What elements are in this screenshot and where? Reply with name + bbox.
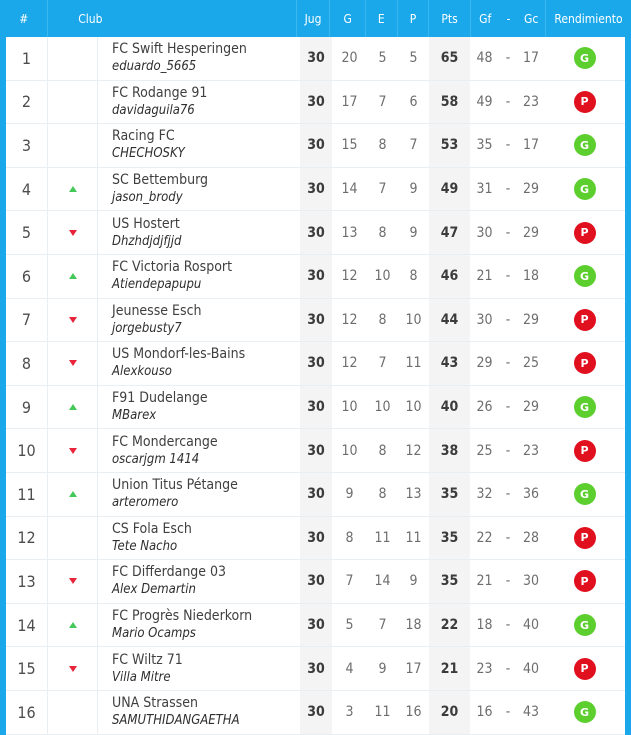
played-cell: 30	[300, 517, 332, 560]
goals-separator: -	[505, 137, 511, 154]
drawn-cell: 8	[378, 442, 387, 459]
goals-separator: -	[505, 660, 511, 677]
club-cell[interactable]	[98, 168, 300, 211]
played-cell: 30	[300, 691, 332, 734]
rank-cell: 13	[6, 560, 48, 603]
lost-cell: 11	[405, 355, 422, 372]
trend-cell	[48, 429, 98, 472]
drawn-cell: 7	[378, 93, 387, 110]
table-body	[6, 37, 625, 735]
trend-down-icon	[69, 230, 77, 236]
performance-badge[interactable]: G	[574, 396, 596, 418]
table-row[interactable]	[6, 517, 625, 561]
lost-cell: 11	[405, 529, 422, 546]
header-g[interactable]: G	[329, 0, 365, 37]
goals-for-cell: 30	[476, 311, 493, 328]
played-cell: 30	[300, 342, 332, 385]
club-cell[interactable]	[98, 124, 300, 167]
points-cell: 53	[429, 124, 470, 167]
club-name[interactable]: FC Rodange 91	[112, 84, 208, 101]
trend-cell	[48, 299, 98, 342]
table-row[interactable]	[6, 342, 625, 386]
performance-badge[interactable]: G	[574, 178, 596, 200]
played-cell: 30	[300, 604, 332, 647]
club-cell[interactable]	[98, 429, 300, 472]
performance-cell	[545, 299, 624, 342]
rank-cell: 10	[6, 429, 48, 472]
points-cell: 49	[429, 168, 470, 211]
club-name[interactable]: Union Titus Pétange	[112, 477, 238, 494]
club-manager[interactable]: jason_brody	[112, 190, 183, 206]
club-manager[interactable]: Villa Mitre	[112, 669, 171, 685]
rank-cell: 6	[6, 255, 48, 298]
club-name[interactable]: FC Progrès Niederkorn	[112, 608, 253, 625]
goals-for-cell: 25	[476, 442, 493, 459]
club-manager[interactable]: CHECHOSKY	[112, 146, 185, 162]
played-cell: 30	[300, 255, 332, 298]
club-name[interactable]: FC Victoria Rosport	[112, 259, 233, 276]
goals-against-cell: 23	[522, 93, 540, 110]
performance-badge[interactable]: G	[574, 134, 596, 156]
goals-for-cell: 26	[476, 399, 493, 416]
club-manager[interactable]: davidaguila76	[112, 102, 195, 118]
goals-against-cell: 28	[522, 529, 540, 546]
club-name[interactable]: FC Differdange 03	[112, 564, 227, 581]
trend-cell	[48, 255, 98, 298]
performance-cell	[545, 560, 624, 603]
trend-up-icon	[69, 186, 77, 192]
drawn-cell: 10	[374, 399, 391, 416]
table-row[interactable]	[6, 211, 625, 255]
goals-against-cell: 43	[522, 704, 540, 721]
club-manager[interactable]: Mario Ocamps	[112, 626, 196, 642]
goals-separator: -	[505, 442, 511, 459]
performance-badge[interactable]: P	[574, 309, 596, 331]
goals-against-cell: 17	[522, 137, 540, 154]
lost-cell: 10	[405, 399, 422, 416]
trend-down-icon	[69, 448, 77, 454]
played-cell: 30	[300, 429, 332, 472]
performance-cell	[545, 124, 624, 167]
goals-separator: -	[505, 311, 511, 328]
won-cell: 8	[345, 529, 354, 546]
table-row[interactable]	[6, 691, 625, 735]
goals-against-cell: 36	[522, 486, 540, 503]
header-e[interactable]: E	[365, 0, 397, 37]
club-cell[interactable]	[98, 473, 300, 516]
club-manager[interactable]: SAMUTHIDANGAETHA	[112, 713, 240, 729]
club-info	[112, 171, 208, 207]
club-cell[interactable]	[98, 560, 300, 603]
points-cell: 35	[429, 517, 470, 560]
performance-badge[interactable]: G	[574, 483, 596, 505]
rank-cell: 16	[6, 691, 48, 734]
performance-cell	[545, 473, 624, 516]
club-info	[112, 215, 181, 251]
club-info	[112, 476, 238, 512]
club-cell[interactable]	[98, 517, 300, 560]
goals-separator: -	[505, 573, 511, 590]
trend-cell	[48, 473, 98, 516]
club-name[interactable]: FC Wiltz 71	[112, 651, 183, 668]
club-manager[interactable]: Dhzhdjdjfjjd	[112, 233, 182, 249]
drawn-cell: 8	[378, 137, 387, 154]
club-info	[112, 84, 207, 120]
lost-cell: 9	[409, 181, 418, 198]
goals-for-cell: 22	[476, 529, 493, 546]
points-cell: 44	[429, 299, 470, 342]
drawn-cell: 8	[378, 224, 387, 241]
goals-separator: -	[505, 399, 511, 416]
club-manager[interactable]: jorgebusty7	[112, 320, 182, 336]
rank-cell: 12	[6, 517, 48, 560]
won-cell: 5	[345, 617, 354, 634]
performance-cell	[545, 517, 624, 560]
goals-against-cell: 29	[522, 399, 540, 416]
trend-down-icon	[69, 360, 77, 366]
performance-badge[interactable]: G	[574, 701, 596, 723]
lost-cell: 8	[409, 268, 418, 285]
played-cell: 30	[300, 37, 332, 80]
performance-badge[interactable]: P	[574, 658, 596, 680]
played-cell: 30	[300, 299, 332, 342]
played-cell: 30	[300, 473, 332, 516]
won-cell: 20	[341, 50, 358, 67]
trend-cell	[48, 168, 98, 211]
goals-separator: -	[505, 704, 511, 721]
trend-up-icon	[69, 273, 77, 279]
trend-cell	[48, 386, 98, 429]
club-name[interactable]: US Mondorf-les-Bains	[112, 346, 246, 363]
lost-cell: 17	[405, 660, 422, 677]
club-name[interactable]: Racing FC	[112, 128, 175, 145]
table-row[interactable]	[6, 81, 625, 125]
table-row[interactable]	[6, 255, 625, 299]
header-gc[interactable]: Gc	[523, 11, 539, 26]
rank-cell: 14	[6, 604, 48, 647]
club-info	[112, 302, 202, 338]
trend-cell	[48, 124, 98, 167]
drawn-cell: 11	[374, 529, 391, 546]
lost-cell: 16	[405, 704, 422, 721]
club-info	[112, 389, 208, 425]
won-cell: 3	[345, 704, 354, 721]
points-cell: 22	[429, 604, 470, 647]
lost-cell: 18	[405, 617, 422, 634]
club-name[interactable]: FC Swift Hesperingen	[112, 41, 247, 58]
points-cell: 47	[429, 211, 470, 254]
trend-cell	[48, 37, 98, 80]
drawn-cell: 10	[374, 268, 391, 285]
performance-cell	[545, 386, 624, 429]
performance-cell	[545, 81, 624, 124]
table-row[interactable]	[6, 386, 625, 430]
goals-against-cell: 30	[522, 573, 540, 590]
lost-cell: 9	[409, 224, 418, 241]
rank-cell: 9	[6, 386, 48, 429]
club-cell[interactable]	[98, 647, 300, 690]
club-cell[interactable]	[98, 691, 300, 734]
performance-cell	[545, 429, 624, 472]
table-row[interactable]	[6, 37, 625, 81]
goals-for-cell: 23	[476, 660, 493, 677]
points-cell: 21	[429, 647, 470, 690]
club-info	[112, 520, 192, 556]
club-info	[112, 433, 218, 469]
club-cell[interactable]	[98, 255, 300, 298]
won-cell: 12	[341, 311, 358, 328]
table-row[interactable]	[6, 168, 625, 212]
header-pts[interactable]: Pts	[428, 0, 470, 37]
trend-cell	[48, 517, 98, 560]
goals-separator: -	[505, 224, 511, 241]
performance-badge[interactable]: P	[574, 570, 596, 592]
club-cell[interactable]	[98, 604, 300, 647]
club-name[interactable]: CS Fola Esch	[112, 520, 192, 537]
goals-for-cell: 21	[476, 268, 493, 285]
performance-cell	[545, 211, 624, 254]
played-cell: 30	[300, 168, 332, 211]
club-info	[112, 651, 183, 687]
drawn-cell: 8	[378, 311, 387, 328]
trend-up-icon	[69, 491, 77, 497]
performance-cell	[545, 691, 624, 734]
lost-cell: 12	[405, 442, 422, 459]
drawn-cell: 7	[378, 181, 387, 198]
rank-cell: 15	[6, 647, 48, 690]
played-cell: 30	[300, 81, 332, 124]
performance-badge[interactable]: P	[574, 527, 596, 549]
club-cell[interactable]	[98, 81, 300, 124]
goals-separator: -	[505, 93, 511, 110]
points-cell: 20	[429, 691, 470, 734]
goals-for-cell: 31	[476, 181, 493, 198]
won-cell: 15	[341, 137, 358, 154]
goals-against-cell: 29	[522, 311, 540, 328]
rank-cell: 1	[6, 37, 48, 80]
header-dash: -	[506, 11, 511, 26]
points-cell: 38	[429, 429, 470, 472]
goals-for-cell: 29	[476, 355, 493, 372]
performance-cell	[545, 342, 624, 385]
header-jug[interactable]: Jug	[296, 0, 330, 37]
lost-cell: 6	[409, 93, 418, 110]
club-manager[interactable]: oscarjgm 1414	[112, 451, 200, 467]
club-info	[112, 345, 245, 381]
performance-cell	[545, 168, 624, 211]
trend-cell	[48, 211, 98, 254]
club-name[interactable]: UNA Strassen	[112, 695, 198, 712]
table-row[interactable]	[6, 560, 625, 604]
club-info	[112, 694, 240, 730]
club-manager[interactable]: Alex Demartin	[112, 582, 196, 598]
performance-cell	[545, 37, 624, 80]
table-row[interactable]	[6, 429, 625, 473]
won-cell: 17	[341, 93, 358, 110]
club-cell[interactable]	[98, 342, 300, 385]
points-cell: 35	[429, 560, 470, 603]
won-cell: 4	[345, 660, 354, 677]
goals-for-cell: 49	[476, 93, 493, 110]
table-row[interactable]	[6, 647, 625, 691]
played-cell: 30	[300, 211, 332, 254]
table-row[interactable]	[6, 604, 625, 648]
lost-cell: 5	[409, 50, 418, 67]
points-cell: 65	[429, 37, 470, 80]
drawn-cell: 7	[378, 355, 387, 372]
points-cell: 43	[429, 342, 470, 385]
goals-against-cell: 29	[522, 181, 540, 198]
goals-separator: -	[505, 181, 511, 198]
goals-for-cell: 18	[476, 617, 493, 634]
performance-badge[interactable]: G	[574, 47, 596, 69]
goals-separator: -	[505, 529, 511, 546]
goals-for-cell: 48	[476, 50, 493, 67]
goals-against-cell: 40	[522, 617, 540, 634]
goals-against-cell: 25	[522, 355, 540, 372]
won-cell: 10	[341, 442, 358, 459]
trend-up-icon	[69, 622, 77, 628]
club-manager[interactable]: MBarex	[112, 408, 157, 424]
table-header	[0, 0, 631, 37]
goals-for-cell: 16	[476, 704, 493, 721]
goals-separator: -	[505, 617, 511, 634]
trend-down-icon	[69, 578, 77, 584]
lost-cell: 13	[405, 486, 422, 503]
rank-cell: 8	[6, 342, 48, 385]
club-info	[112, 40, 247, 76]
club-name[interactable]: F91 Dudelange	[112, 390, 208, 407]
club-info	[112, 127, 185, 163]
points-cell: 40	[429, 386, 470, 429]
goals-against-cell: 40	[522, 660, 540, 677]
won-cell: 12	[341, 268, 358, 285]
goals-against-cell: 29	[522, 224, 540, 241]
club-cell[interactable]	[98, 211, 300, 254]
header-club[interactable]: Club	[78, 11, 103, 26]
header-rank[interactable]: #	[19, 11, 29, 26]
club-cell[interactable]	[98, 37, 300, 80]
club-name[interactable]: Jeunesse Esch	[112, 302, 202, 319]
trend-down-icon	[69, 317, 77, 323]
club-cell[interactable]	[98, 299, 300, 342]
club-manager[interactable]: eduardo_5665	[112, 59, 197, 75]
trend-up-icon	[69, 404, 77, 410]
goals-separator: -	[505, 50, 511, 67]
rank-cell: 7	[6, 299, 48, 342]
points-cell: 46	[429, 255, 470, 298]
trend-cell	[48, 342, 98, 385]
rank-cell: 11	[6, 473, 48, 516]
drawn-cell: 7	[378, 617, 387, 634]
goals-separator: -	[505, 355, 511, 372]
club-manager[interactable]: Alexkouso	[112, 364, 172, 380]
lost-cell: 7	[409, 137, 418, 154]
header-rendimiento[interactable]: Rendimiento	[545, 0, 631, 37]
lost-cell: 10	[405, 311, 422, 328]
trend-cell	[48, 691, 98, 734]
performance-badge[interactable]: P	[574, 91, 596, 113]
performance-cell	[545, 255, 624, 298]
drawn-cell: 11	[374, 704, 391, 721]
club-info	[112, 563, 226, 599]
table-row[interactable]	[6, 473, 625, 517]
won-cell: 7	[345, 573, 354, 590]
goals-for-cell: 32	[476, 486, 493, 503]
won-cell: 9	[345, 486, 354, 503]
trend-cell	[48, 81, 98, 124]
performance-cell	[545, 647, 624, 690]
performance-cell	[545, 604, 624, 647]
trend-cell	[48, 604, 98, 647]
played-cell: 30	[300, 386, 332, 429]
trend-down-icon	[69, 666, 77, 672]
goals-for-cell: 30	[476, 224, 493, 241]
club-info	[112, 258, 232, 294]
club-manager[interactable]: Tete Nacho	[112, 538, 178, 554]
club-info	[112, 607, 252, 643]
drawn-cell: 5	[378, 50, 387, 67]
club-name[interactable]: SC Bettemburg	[112, 172, 208, 189]
rank-cell: 3	[6, 124, 48, 167]
club-manager[interactable]: arteromero	[112, 495, 179, 511]
won-cell: 13	[341, 224, 358, 241]
header-trend-spacer	[47, 0, 72, 37]
goals-separator: -	[505, 268, 511, 285]
club-name[interactable]: FC Mondercange	[112, 433, 218, 450]
played-cell: 30	[300, 560, 332, 603]
goals-for-cell: 35	[476, 137, 493, 154]
club-name[interactable]: US Hostert	[112, 215, 180, 232]
goals-against-cell: 17	[522, 50, 540, 67]
performance-badge[interactable]: P	[574, 222, 596, 244]
trend-cell	[48, 560, 98, 603]
played-cell: 30	[300, 124, 332, 167]
trend-cell	[48, 647, 98, 690]
performance-badge[interactable]: P	[574, 440, 596, 462]
table-row[interactable]	[6, 124, 625, 168]
goals-against-cell: 23	[522, 442, 540, 459]
drawn-cell: 14	[374, 573, 391, 590]
points-cell: 58	[429, 81, 470, 124]
won-cell: 14	[341, 181, 358, 198]
club-cell[interactable]	[98, 386, 300, 429]
club-manager[interactable]: Atiendepapupu	[112, 277, 202, 293]
goals-against-cell: 18	[522, 268, 540, 285]
points-cell: 35	[429, 473, 470, 516]
header-p[interactable]: P	[397, 0, 429, 37]
drawn-cell: 8	[378, 486, 387, 503]
goals-separator: -	[505, 486, 511, 503]
played-cell: 30	[300, 647, 332, 690]
header-gf[interactable]: Gf	[470, 0, 500, 37]
rank-cell: 4	[6, 168, 48, 211]
won-cell: 12	[341, 355, 358, 372]
performance-badge[interactable]: G	[574, 265, 596, 287]
won-cell: 10	[341, 399, 358, 416]
lost-cell: 9	[409, 573, 418, 590]
rank-cell: 2	[6, 81, 48, 124]
performance-badge[interactable]: G	[574, 614, 596, 636]
table-row[interactable]	[6, 299, 625, 343]
drawn-cell: 9	[378, 660, 387, 677]
goals-for-cell: 21	[476, 573, 493, 590]
performance-badge[interactable]: P	[574, 352, 596, 374]
rank-cell: 5	[6, 211, 48, 254]
